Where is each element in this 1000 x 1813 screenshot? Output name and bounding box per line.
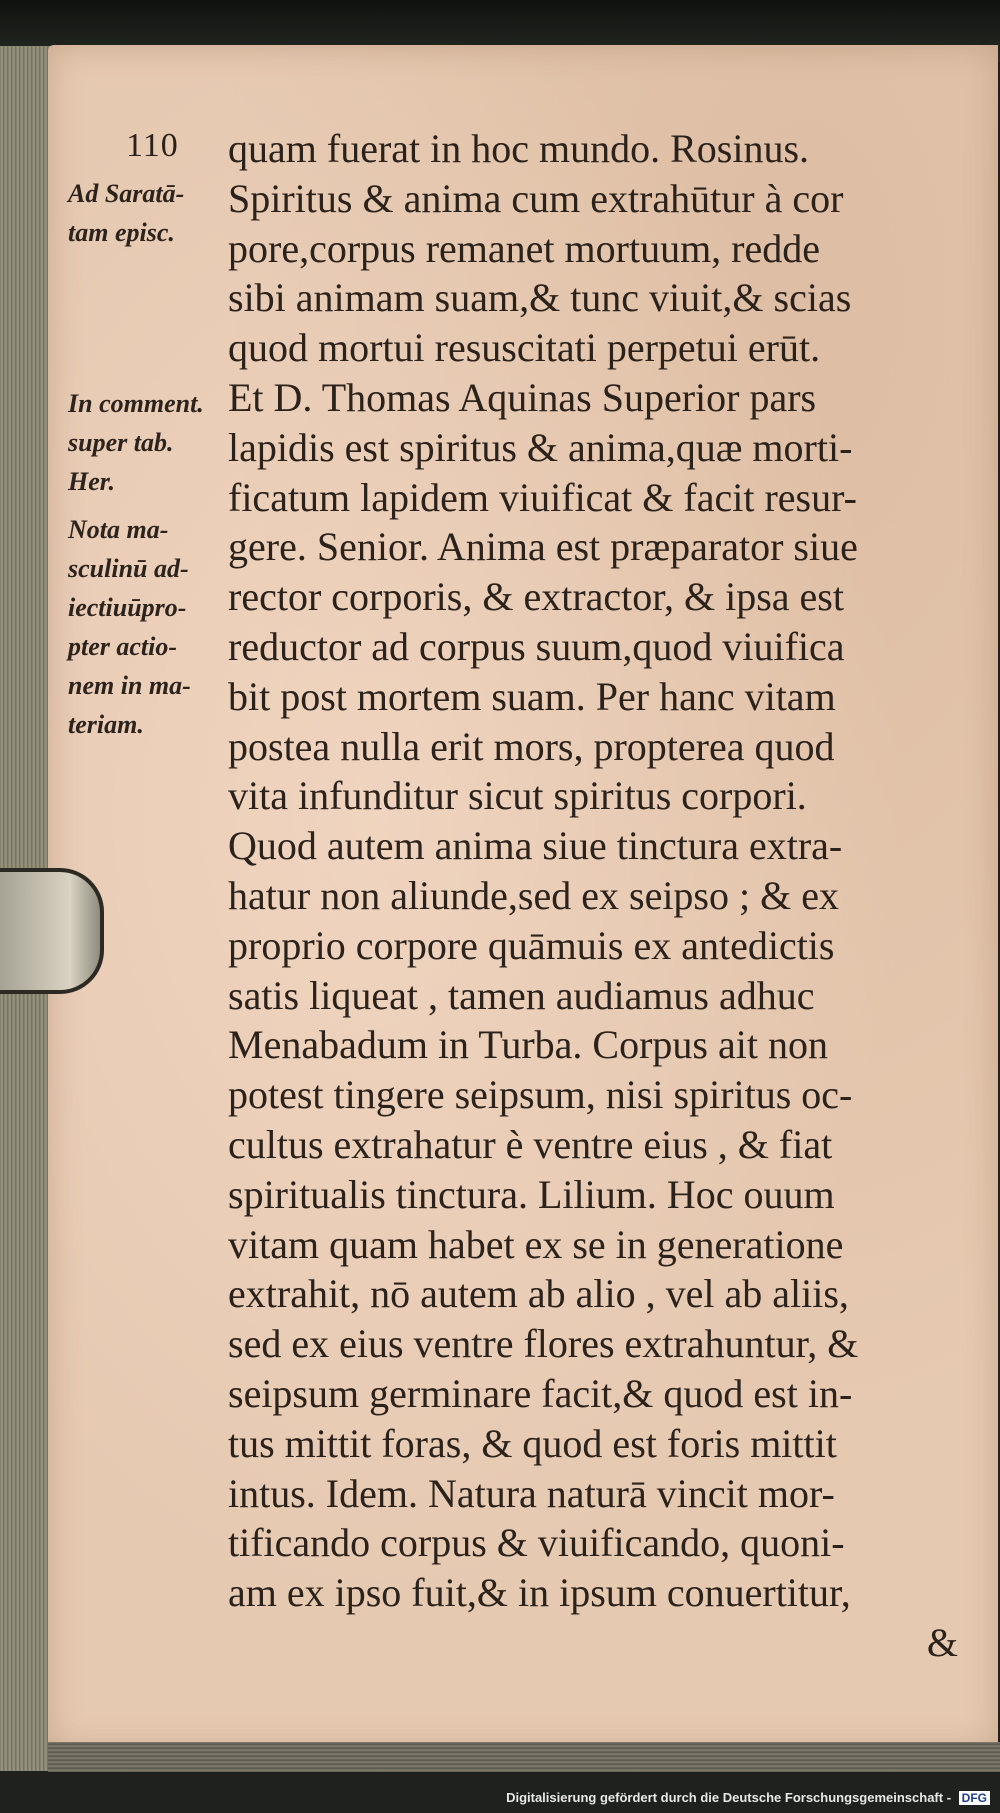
marginal-note-line: In comment. [68, 389, 204, 418]
text-line: ficatum lapidem viuificat & facit resur- [228, 474, 857, 520]
text-line: vitam quam habet ex se in generatione [228, 1221, 844, 1267]
body-text [228, 124, 968, 1668]
text-line: Et D. Thomas Aquinas Superior pars [228, 374, 817, 420]
marginal-note-nota [68, 510, 208, 744]
marginal-note-line: tam episc. [68, 218, 175, 247]
text-line: quam fuerat in hoc mundo. Rosinus. [228, 126, 810, 171]
text-line: postea nulla erit mors, propterea quod [228, 723, 835, 769]
page-edges-bottom [48, 1742, 1000, 1772]
text-line: tus mittit foras, & quod est foris mittit [228, 1420, 837, 1466]
page-number: 110 [126, 127, 179, 164]
marginal-note-line: super tab. [68, 428, 174, 457]
text-line: tificando corpus & viuificando, quoni- [228, 1520, 845, 1566]
digitization-credit [506, 1790, 990, 1805]
credit-text: Digitalisierung gefördert durch die Deutsche Forschungsgemeinschaft - [506, 1790, 952, 1805]
text-line: hatur non aliunde,sed ex seipso ; & ex [228, 872, 839, 918]
text-line: intus. Idem. Natura naturā vincit mor- [228, 1470, 835, 1516]
text-line: cultus extrahatur è ventre eius , & fiat [228, 1121, 833, 1167]
marginal-note-line: iectiuūpro- [68, 593, 187, 622]
text-line: Quod autem anima siue tinctura extra- [228, 823, 843, 869]
marginal-note-line: pter actio- [68, 632, 178, 661]
text-line: gere. Senior. Anima est præparator siue [228, 524, 858, 570]
text-line: bit post mortem suam. Per hanc vitam [228, 673, 836, 719]
marginal-note-comment [68, 384, 208, 501]
text-line: potest tingere seipsum, nisi spiritus oc- [228, 1072, 853, 1118]
text-line: reductor ad corpus suum,quod viuifica [228, 623, 845, 669]
text-line: lapidis est spiritus & anima,quæ morti- [228, 424, 853, 470]
marginal-note-line: teriam. [68, 710, 144, 739]
dfg-logo: DFG [959, 1791, 990, 1805]
marginal-note-line: Nota ma- [68, 515, 169, 544]
text-line: pore,corpus remanet mortuum, redde [228, 225, 821, 271]
text-line: am ex ipso fuit,& in ipsum conuertitur, [228, 1570, 851, 1616]
text-line: quod mortui resuscitati perpetui erūt. [228, 325, 821, 371]
text-line: vita infunditur sicut spiritus corpori. [228, 773, 807, 819]
marginal-note-line: Ad Saratā- [68, 179, 185, 208]
text-line: Spiritus & anima cum extrahūtur à cor [228, 175, 844, 221]
text-line: extrahit, nō autem ab alio , vel ab aliis, [228, 1271, 849, 1317]
text-line: satis liqueat , tamen audiamus adhuc [228, 972, 815, 1018]
marginal-note-saratam [68, 174, 208, 252]
text-line: sed ex eius ventre flores extrahuntur, & [228, 1321, 859, 1367]
text-line: rector corporis, & extractor, & ipsa est [228, 574, 844, 620]
text-line: Menabadum in Turba. Corpus ait non [228, 1022, 828, 1068]
marginal-note-line: sculinū ad- [68, 554, 189, 583]
catchword: & [926, 1619, 958, 1665]
text-line: spiritualis tinctura. Lilium. Hoc ouum [228, 1171, 835, 1217]
marginal-note-line: Her. [68, 467, 115, 496]
book-clip [0, 868, 104, 994]
text-line: seipsum germinare facit,& quod est in- [228, 1370, 853, 1416]
marginal-note-line: nem in ma- [68, 671, 191, 700]
text-line: sibi animam suam,& tunc viuit,& scias [228, 275, 852, 321]
text-line: proprio corpore quāmuis ex antedictis [228, 922, 835, 968]
